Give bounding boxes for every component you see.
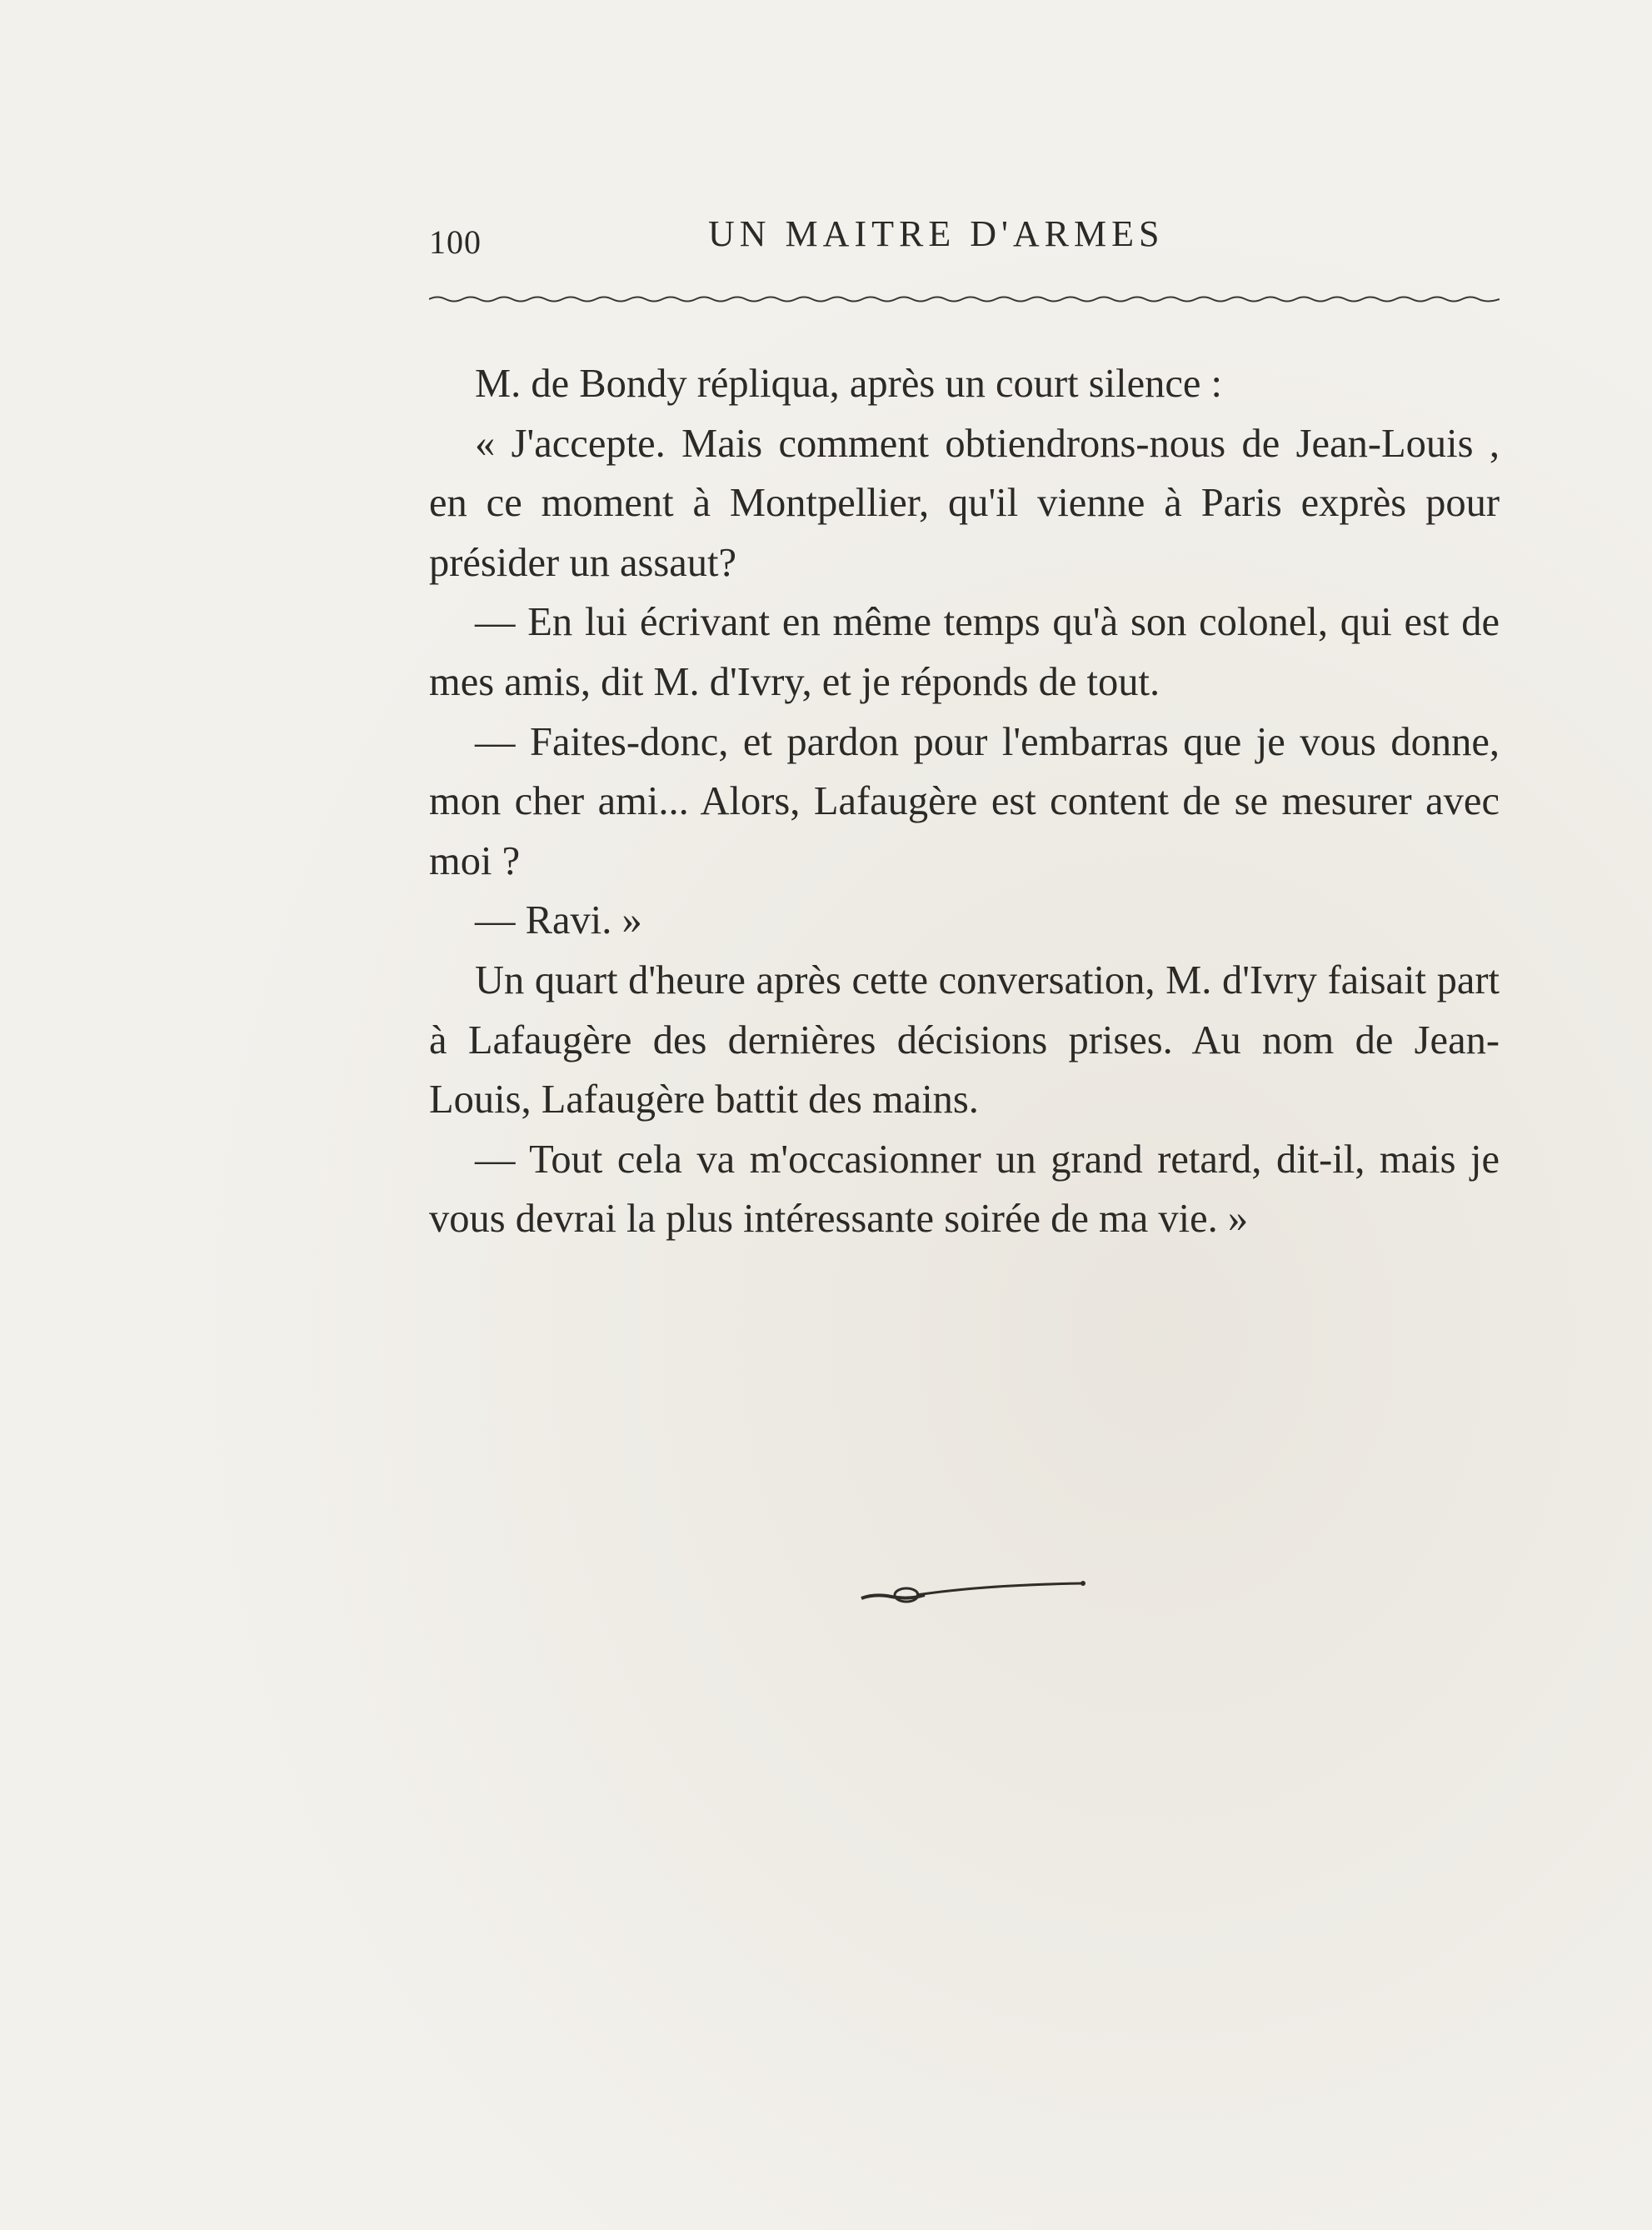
body-text: [429, 354, 1500, 1249]
wavy-rule-icon: [429, 293, 1500, 305]
paragraph: « J'accepte. Mais comment obtiendrons-nous de Jean-Louis , en ce moment à Montpellier, qu'il vienne à Paris exprès pour présider un assaut?: [429, 421, 1500, 585]
paragraph: — Tout cela va m'occasionner un grand retard, dit-il, mais je vous devrai la plus intéressante soirée de ma vie. »: [429, 1137, 1500, 1242]
paragraph: — En lui écrivant en même temps qu'à son colonel, qui est de mes amis, dit M. d'Ivry, et je réponds de tout.: [429, 600, 1500, 704]
running-head: UN MAITRE D'ARMES: [708, 213, 1165, 254]
paragraph: Un quart d'heure après cette conversation, M. d'Ivry faisait part à Lafaugère des dernières décisions prises. Au nom de Jean-Louis, Lafaugère battit des mains.: [429, 958, 1500, 1122]
paragraph: M. de Bondy répliqua, après un court silence :: [475, 362, 1223, 406]
page-header: [429, 212, 1500, 262]
fleuron-tailpiece-icon: [858, 1577, 1091, 1610]
page-number: 100: [429, 223, 482, 261]
paragraph: — Faites-donc, et pardon pour l'embarras que je vous donne, mon cher ami... Alors, Lafaugère est content de se mesurer avec moi ?: [429, 719, 1500, 883]
paragraph: — Ravi. »: [475, 898, 642, 943]
